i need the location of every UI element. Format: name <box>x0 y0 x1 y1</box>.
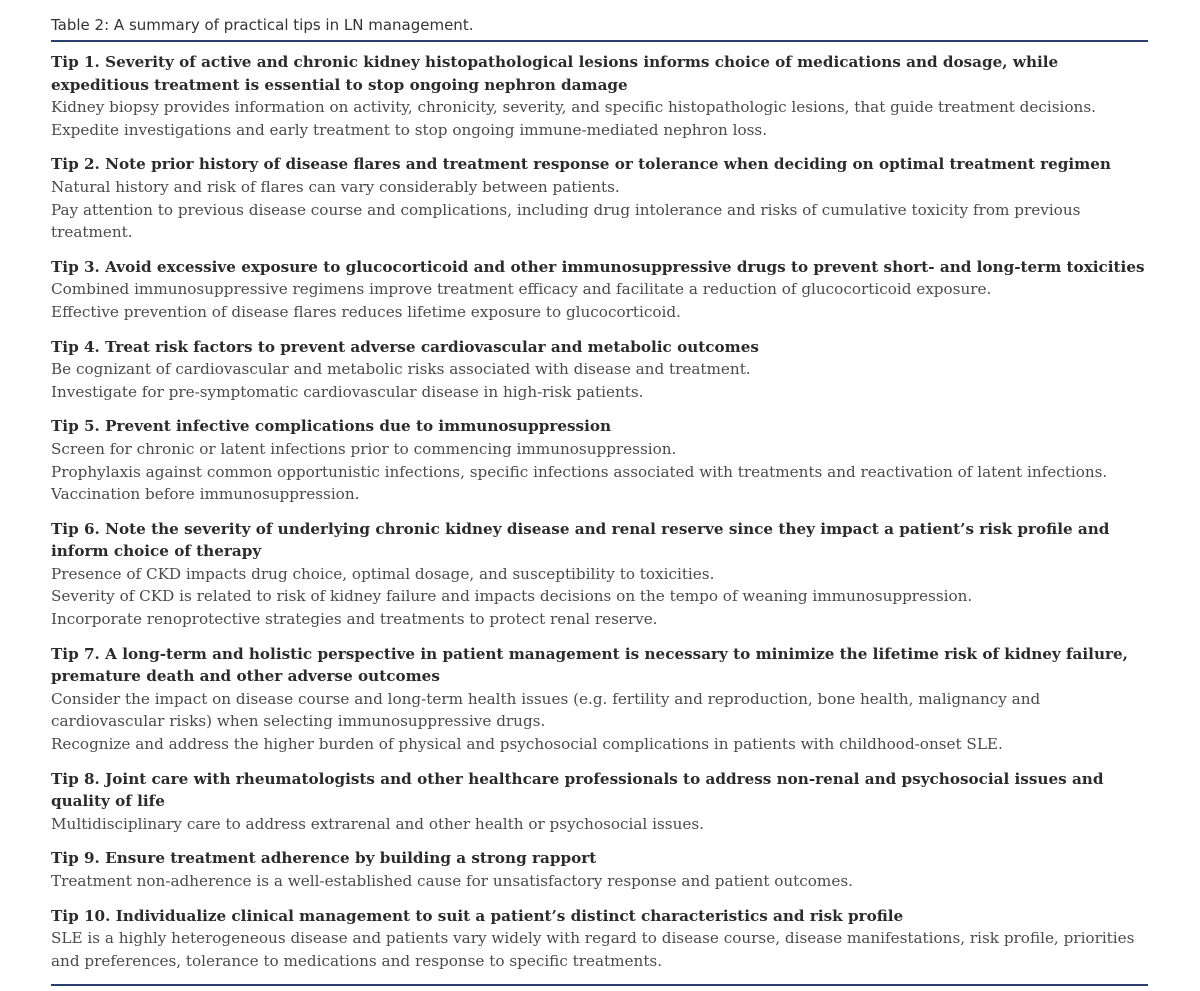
tip-title: Tip 4. Treat risk factors to prevent adverse cardiovascular and metabolic outcomes <box>51 337 759 356</box>
tip-item <box>51 905 1148 973</box>
tip-item <box>51 643 1148 756</box>
tip-text: Prophylaxis against common opportunistic infections, specific infections associated with treatments and reactivation of latent infections. <box>51 462 1108 481</box>
tip-text: Treatment non-adherence is a well-established cause for unsatisfactory response and patient outcomes. <box>51 872 853 890</box>
tip-text: Expedite investigations and early treatment to stop ongoing immune-mediated nephron loss. <box>51 120 768 139</box>
tip-text: Natural history and risk of flares can vary considerably between patients. <box>51 177 620 196</box>
tip-item <box>51 336 1148 404</box>
tip-text: Pay attention to previous disease course and complications, including drug intolerance and risks of cumulative toxicity from previous treatment. <box>51 200 1081 242</box>
tip-title: Tip 5. Prevent infective complications due to immunosuppression <box>51 417 612 436</box>
tip-title: Tip 2. Note prior history of disease flares and treatment response or tolerance when deciding on optimal treatment regimen <box>51 155 1111 174</box>
tip-item <box>51 768 1148 836</box>
tips-table <box>51 14 1148 986</box>
tip-text: Investigate for pre-symptomatic cardiovascular disease in high-risk patients. <box>51 382 644 401</box>
tip-title: Tip 7. A long-term and holistic perspective in patient management is necessary to minimize the lifetime risk of kidney failure, premature death and other adverse outcomes <box>51 644 1128 686</box>
tip-text: Multidisciplinary care to address extrarenal and other health or psychosocial issues. <box>51 814 704 833</box>
tip-item <box>51 518 1148 631</box>
tips-list <box>51 42 1148 980</box>
tip-title: Tip 1. Severity of active and chronic kidney histopathological lesions informs choice of medications and dosage, while expeditious treatment is essential to stop ongoing nephron damage <box>51 53 1059 94</box>
bottom-rule <box>51 984 1148 986</box>
table-caption: Table 2: A summary of practical tips in LN management. <box>51 16 474 34</box>
tip-item <box>51 153 1148 243</box>
tip-text: Effective prevention of disease flares reduces lifetime exposure to glucocorticoid. <box>51 302 681 321</box>
tip-item <box>51 51 1148 141</box>
tip-text: Vaccination before immunosuppression. <box>51 485 360 504</box>
tip-title: Tip 9. Ensure treatment adherence by building a strong rapport <box>51 849 597 868</box>
tip-text: Combined immunosuppressive regimens improve treatment efficacy and facilitate a reduction of glucocorticoid exposure. <box>51 280 992 299</box>
tip-text: Presence of CKD impacts drug choice, optimal dosage, and susceptibility to toxicities. <box>51 564 715 583</box>
tip-text: Severity of CKD is related to risk of kidney failure and impacts decisions on the tempo of weaning immunosuppression. <box>51 587 973 606</box>
tip-text: Incorporate renoprotective strategies and treatments to protect renal reserve. <box>51 610 658 629</box>
tip-text: SLE is a highly heterogeneous disease and patients vary widely with regard to disease course, disease manifestations, risk profile, priorities and preferences, tolerance to medications and response to specific treatments. <box>51 929 1135 970</box>
tip-text: Consider the impact on disease course and long-term health issues (e.g. fertility and reproduction, bone health, malignancy and cardiovascular risks) when selecting immunosuppressive drugs. <box>51 689 1041 731</box>
tip-text: Recognize and address the higher burden of physical and psychosocial complications in patients with childhood-onset SLE. <box>51 735 1003 754</box>
tip-text: Be cognizant of cardiovascular and metabolic risks associated with disease and treatment. <box>51 360 751 379</box>
tip-title: Tip 8. Joint care with rheumatologists and other healthcare professionals to address non-renal and psychosocial issues and quality of life <box>51 769 1104 811</box>
tip-text: Screen for chronic or latent infections prior to commencing immunosuppression. <box>51 439 677 458</box>
tip-title: Tip 3. Avoid excessive exposure to glucocorticoid and other immunosuppressive drugs to prevent short- and long-term toxicities <box>51 257 1145 276</box>
tip-item <box>51 847 1148 892</box>
tip-title: Tip 10. Individualize clinical management to suit a patient’s distinct characteristics and risk profile <box>51 906 904 925</box>
tip-item <box>51 256 1148 324</box>
tip-title: Tip 6. Note the severity of underlying chronic kidney disease and renal reserve since they impact a patient’s risk profile and inform choice of therapy <box>51 519 1110 561</box>
tip-item <box>51 415 1148 505</box>
tip-text: Kidney biopsy provides information on activity, chronicity, severity, and specific histopathologic lesions, that guide treatment decisions. <box>51 98 1096 117</box>
